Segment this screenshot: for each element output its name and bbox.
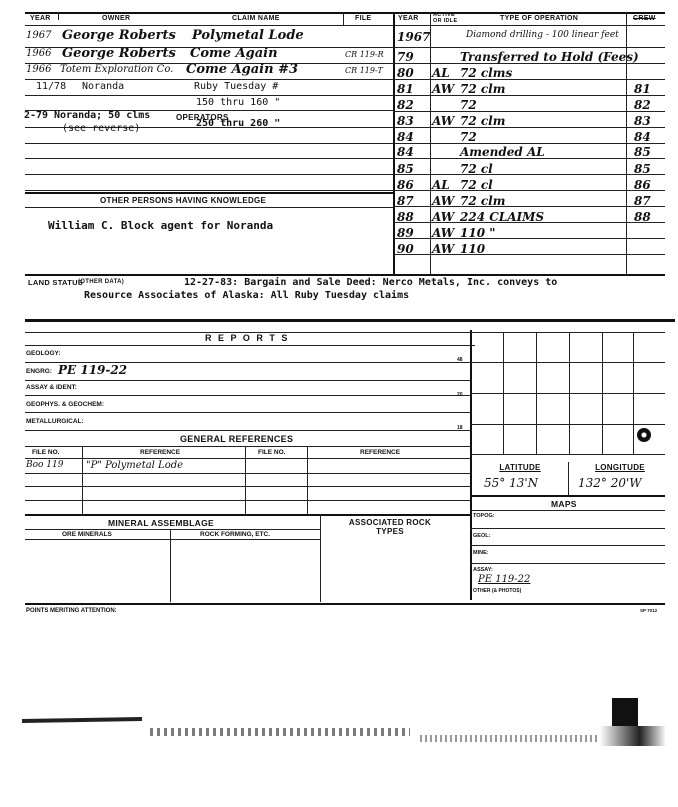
report-number: 20 (457, 392, 463, 398)
maps-title: MAPS (551, 499, 577, 509)
owner-note: (see reverse) (62, 123, 141, 134)
maps-topog: TOPOG: (473, 513, 495, 519)
operation-crew: 82 (634, 98, 651, 112)
land-status-sublabel: (OTHER DATA) (78, 279, 125, 285)
operation-crew: 86 (634, 178, 651, 192)
operation-year: 80 (397, 66, 414, 80)
section-rule (25, 514, 470, 516)
operation-status: AW (432, 226, 455, 240)
file-number: CR 119-T (345, 66, 383, 75)
section-rule (25, 319, 675, 322)
maps-assay: ASSAY: (473, 567, 493, 573)
divider (82, 446, 83, 514)
row-rule (25, 430, 470, 431)
longitude-label: LONGITUDE (595, 463, 645, 472)
section-rule (25, 274, 665, 276)
row-rule (25, 458, 470, 459)
land-status-label: LAND STATUS (28, 278, 84, 287)
grid-line (470, 393, 665, 394)
row-rule (25, 192, 393, 194)
header-type-of-operation: TYPE OF OPERATION (500, 15, 579, 22)
operation-type: 72 clm (460, 114, 506, 128)
section-rule (470, 495, 665, 497)
operation-type: Amended AL (460, 145, 545, 159)
top-rule (25, 12, 665, 14)
row-rule (25, 174, 393, 175)
header-claim-name: CLAIM NAME (232, 15, 280, 22)
operation-type: 72 cl (460, 178, 493, 192)
col-file-no: FILE NO. (32, 449, 60, 456)
report-label-engrg: ENGRG: (26, 368, 52, 375)
col-file-no-2: FILE NO. (258, 449, 286, 456)
operation-type: 110 " (460, 226, 496, 240)
grid-line (470, 362, 665, 363)
operation-year: 90 (397, 242, 414, 256)
operation-status: AW (432, 242, 455, 256)
report-value-engrg: PE 119-22 (58, 363, 128, 377)
row-rule (25, 158, 393, 159)
claim-name: Come Again (190, 46, 278, 61)
scan-artifact (420, 735, 610, 742)
latitude-label: LATITUDE (499, 463, 541, 472)
operation-status: AW (432, 114, 455, 128)
operation-type: 72 clm (460, 194, 506, 208)
header-file: FILE (355, 15, 372, 22)
row-rule (470, 528, 665, 529)
operation-type: 72 clm (460, 82, 506, 96)
scan-artifact (150, 728, 410, 736)
operation-status: AL (432, 178, 450, 192)
operation-status: AW (432, 210, 455, 224)
operation-type: 224 CLAIMS (460, 210, 545, 224)
scan-artifact (612, 698, 638, 726)
operation-year: 83 (397, 114, 414, 128)
divider (320, 514, 321, 602)
file-number: CR 119-R (345, 50, 384, 59)
row-rule (393, 143, 665, 144)
land-status-line-2: Resource Associates of Alaska: All Ruby Tuesday claims (84, 290, 410, 301)
report-label-geology: GEOLOGY: (26, 350, 61, 357)
report-label-assay: ASSAY & IDENT: (26, 384, 77, 391)
divider (568, 462, 569, 496)
operation-year: 87 (397, 194, 414, 208)
row-rule (25, 207, 393, 208)
row-rule (393, 47, 665, 48)
report-number: 18 (457, 425, 463, 431)
operation-crew: 83 (634, 114, 651, 128)
owner-name: Totem Exploration Co. (60, 64, 174, 75)
operation-crew: 88 (634, 210, 651, 224)
row-rule (470, 332, 665, 333)
operation-status: AL (432, 66, 450, 80)
owner-name: Noranda; 50 clms (54, 110, 151, 121)
form-number: SP 7012 (640, 608, 658, 613)
owner-name: George Roberts (62, 46, 176, 61)
operation-crew: 81 (634, 82, 651, 96)
operation-status: AW (432, 82, 455, 96)
report-number: 48 (457, 357, 463, 363)
claim-name: 250 thru 260 " (196, 118, 281, 129)
operation-year: 84 (397, 130, 414, 144)
row-rule (25, 95, 393, 96)
maps-assay-value: PE 119-22 (478, 574, 531, 585)
header-year: YEAR (30, 15, 51, 22)
col-reference: REFERENCE (140, 449, 181, 456)
owner-year: 1967 (26, 30, 52, 41)
row-rule (25, 486, 470, 487)
row-rule (25, 143, 393, 144)
operation-year: 1967 (397, 30, 431, 44)
operation-year: 88 (397, 210, 414, 224)
claim-name: Ruby Tuesday # (194, 81, 279, 92)
operation-crew: 84 (634, 130, 651, 144)
latitude-value: 55° 13'N (484, 476, 539, 490)
report-label-metallurgical: METALLURGICAL: (26, 418, 84, 425)
general-references-title: GENERAL REFERENCES (180, 434, 294, 444)
row-rule (25, 345, 475, 346)
header-active-idle: ACTIVE OR IDLE (433, 12, 458, 24)
operators-label: OPERATORS (176, 113, 229, 122)
owner-year: 2-79 (24, 110, 49, 121)
divider (170, 529, 171, 602)
scan-artifact (22, 717, 142, 723)
maps-mine: MINE: (473, 550, 489, 556)
row-rule (25, 500, 470, 501)
divider (343, 12, 344, 26)
claim-name: Come Again #3 (186, 62, 299, 77)
land-status-line-1: 12-27-83: Bargain and Sale Deed: Nerco Metals, Inc. conveys to (184, 277, 558, 288)
operation-year: 79 (397, 50, 414, 64)
maps-other: OTHER (& PHOTOS) (473, 588, 522, 594)
associated-rock-types: ASSOCIATED ROCK TYPES (348, 518, 432, 536)
maps-geol: GEOL: (473, 533, 491, 539)
divider (307, 446, 308, 514)
operation-type: Transferred to Hold (Fees) (460, 50, 639, 64)
operation-type: 72 (460, 130, 477, 144)
operation-year: 84 (397, 145, 414, 159)
grid-line (470, 424, 665, 425)
report-label-geophys: GEOPHYS. & GEOCHEM: (26, 401, 105, 408)
owner-name: George Roberts (62, 28, 176, 43)
operation-year: 82 (397, 98, 414, 112)
row-rule (25, 473, 470, 474)
operation-crew: 85 (634, 162, 651, 176)
divider (470, 330, 472, 600)
divider (245, 446, 246, 514)
header-owner: OWNER (102, 15, 131, 22)
other-persons-text: William C. Block agent for Noranda (48, 219, 274, 232)
row-rule (470, 510, 665, 511)
col-rock-forming: ROCK FORMING, ETC. (200, 531, 271, 538)
header-crew: CREW (633, 15, 656, 22)
scan-artifact (600, 726, 666, 746)
row-rule (393, 174, 665, 175)
header-year-2: YEAR (398, 15, 419, 22)
operation-crew: 85 (634, 145, 651, 159)
operation-crew: 87 (634, 194, 651, 208)
owner-year: 1966 (26, 48, 52, 59)
points-meriting-attention: POINTS MERITING ATTENTION: (26, 608, 117, 614)
operation-year: 86 (397, 178, 414, 192)
operation-status: AW (432, 194, 455, 208)
reports-title: R E P O R T S (205, 333, 290, 343)
reference-text: "P" Polymetal Lode (86, 460, 184, 471)
operation-type: 110 (460, 242, 486, 256)
claim-name: 150 thru 160 " (196, 97, 281, 108)
operation-year: 89 (397, 226, 414, 240)
row-rule (25, 529, 320, 530)
header-rule (25, 25, 665, 26)
col-ore-minerals: ORE MINERALS (62, 531, 112, 538)
owner-name: Noranda (82, 81, 125, 92)
owner-year: 11/78 (36, 81, 67, 92)
grid-line (470, 454, 665, 455)
row-rule (470, 545, 665, 546)
location-marker-icon (637, 428, 651, 442)
claim-name: Polymetal Lode (192, 28, 304, 43)
row-rule (25, 446, 470, 447)
row-rule (393, 111, 665, 112)
owner-year: 1966 (26, 64, 52, 75)
mineral-assemblage-title: MINERAL ASSEMBLAGE (108, 518, 214, 528)
section-rule (25, 603, 665, 605)
operation-type: 72 (460, 98, 477, 112)
row-rule (25, 395, 470, 396)
reference-file-no: Boo 119 (26, 460, 64, 470)
row-rule (25, 79, 393, 80)
operation-type: 72 cl (460, 162, 493, 176)
operation-type: Diamond drilling - 100 linear feet (466, 30, 619, 40)
operation-year: 85 (397, 162, 414, 176)
longitude-value: 132° 20'W (578, 476, 642, 490)
row-rule (25, 539, 320, 540)
other-persons-title: OTHER PERSONS HAVING KNOWLEDGE (100, 196, 267, 205)
row-rule (25, 190, 393, 191)
operation-type: 72 clms (460, 66, 513, 80)
row-rule (25, 380, 470, 381)
row-rule (470, 563, 665, 564)
col-reference-2: REFERENCE (360, 449, 401, 456)
divider (58, 12, 59, 20)
row-rule (25, 412, 470, 413)
operation-year: 81 (397, 82, 414, 96)
